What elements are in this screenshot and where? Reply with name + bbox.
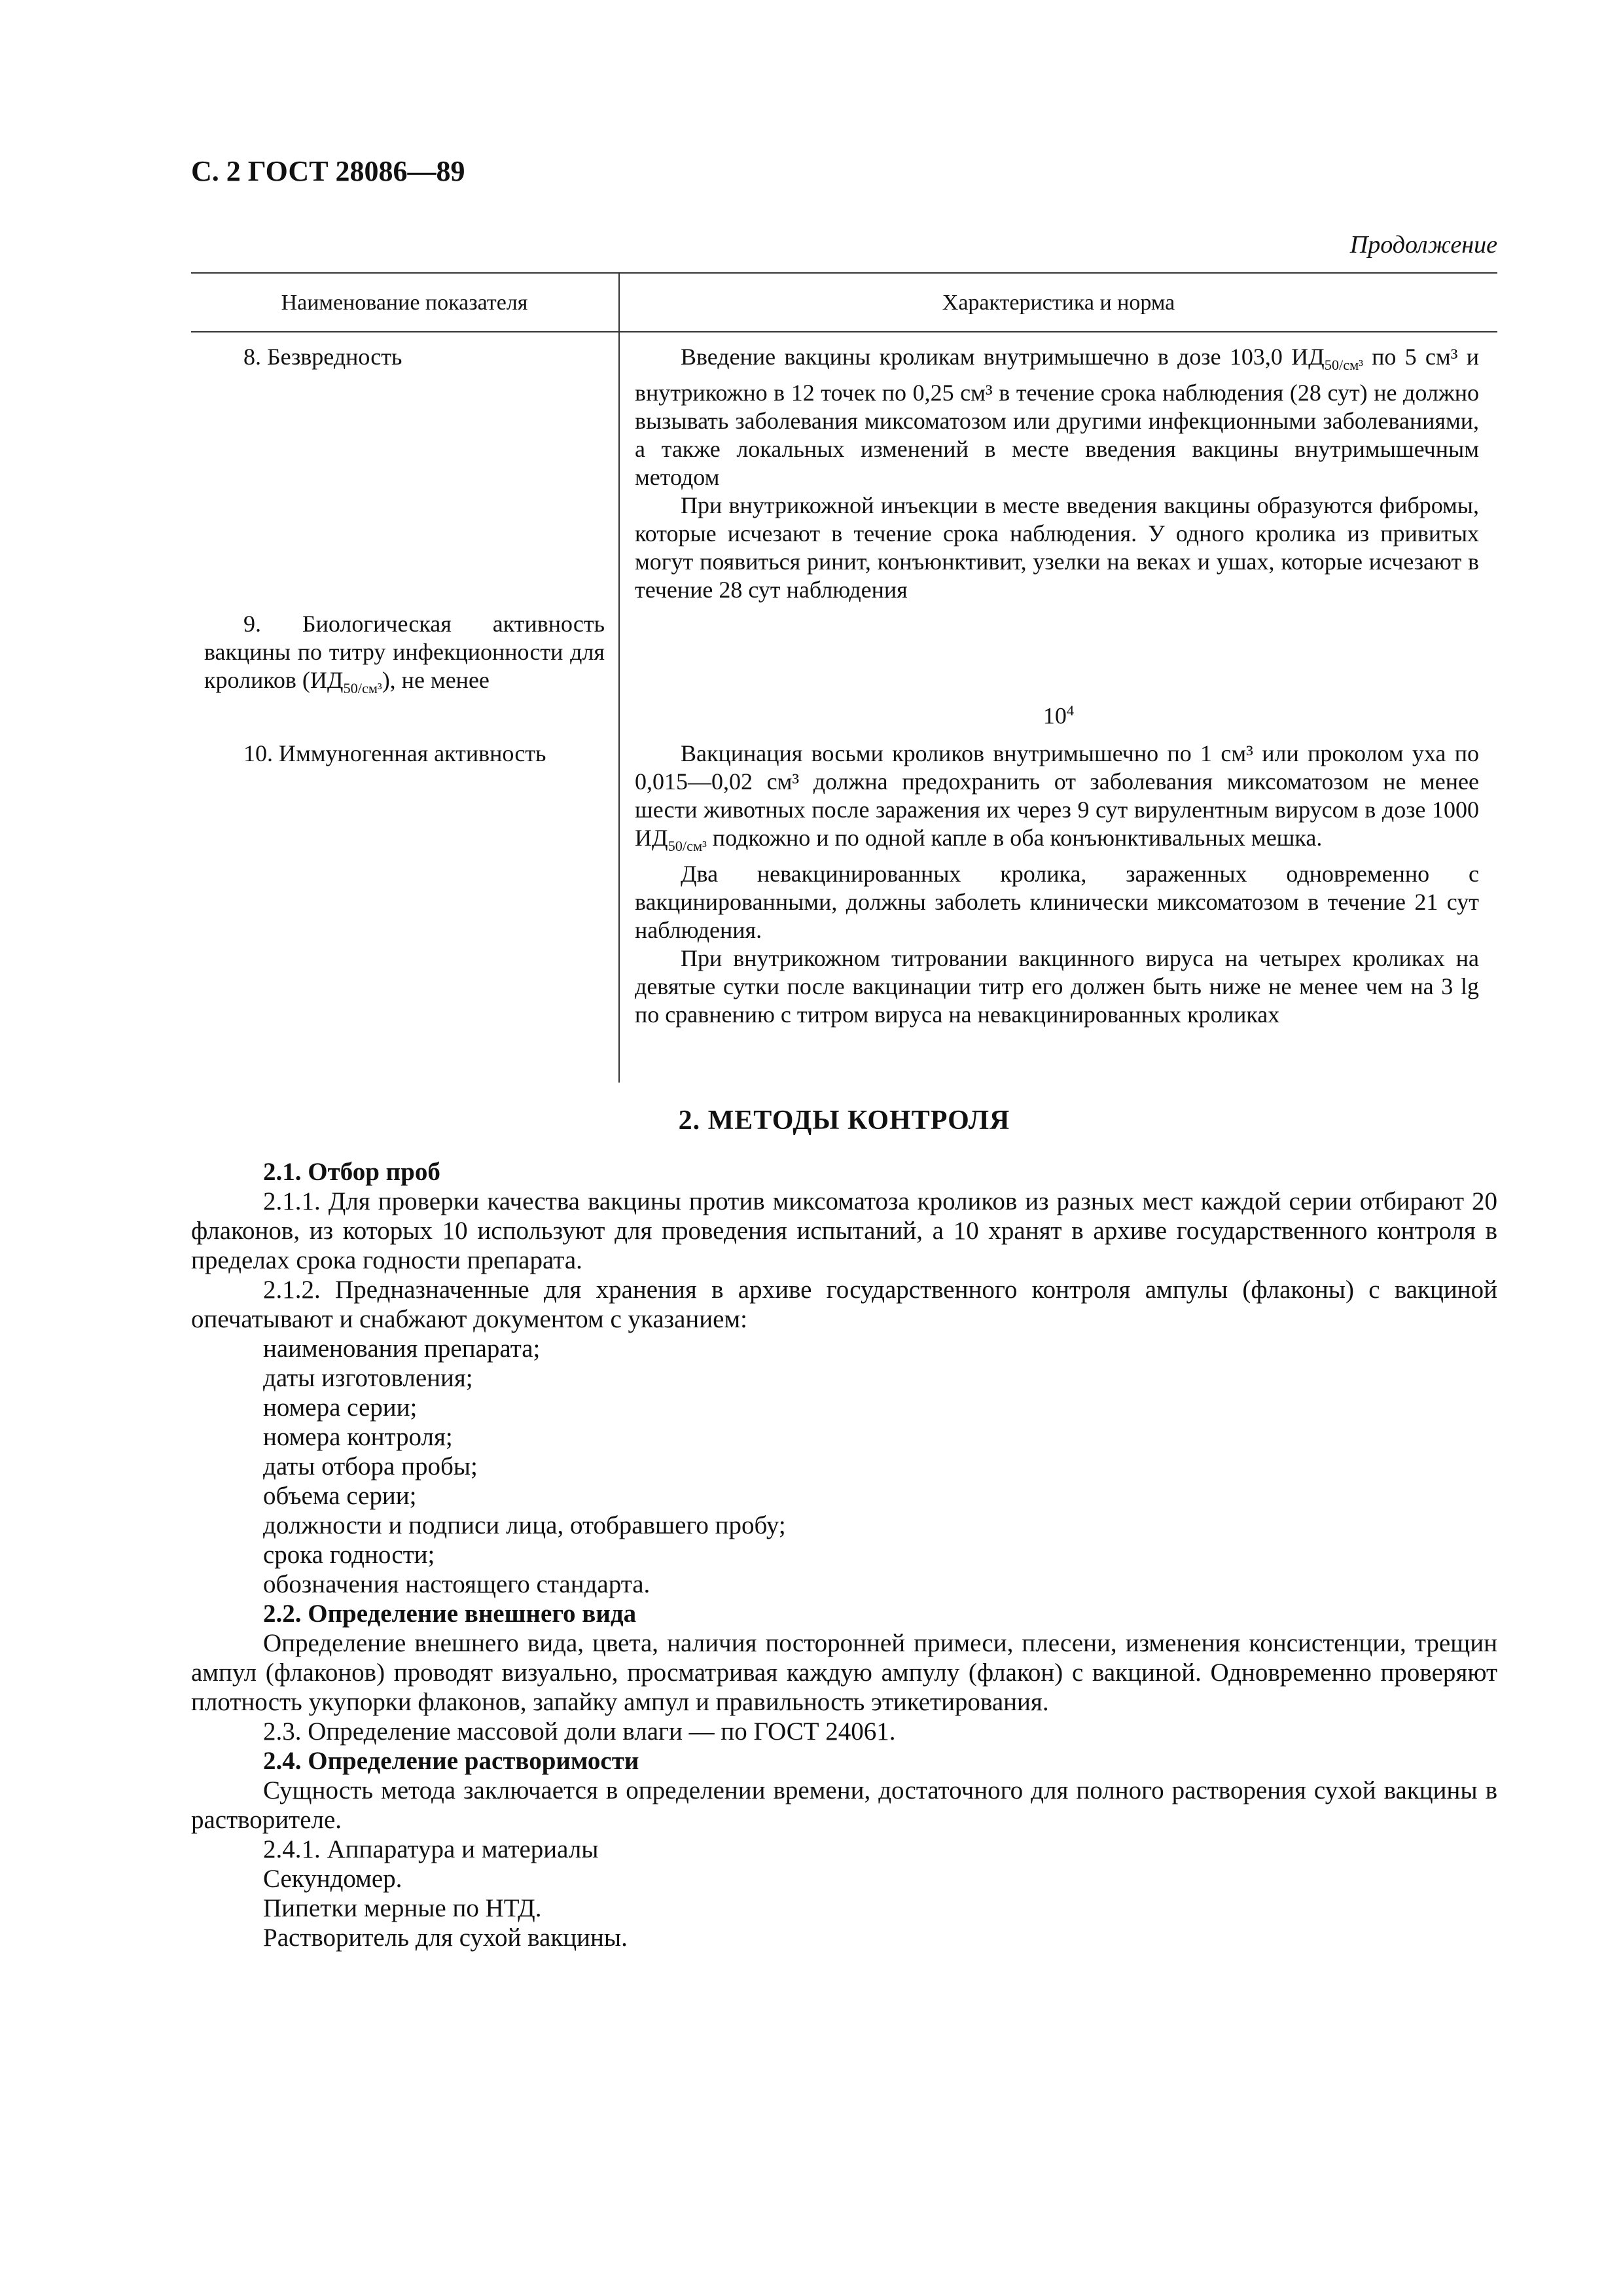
page-header: С. 2 ГОСТ 28086—89: [191, 155, 465, 187]
list-item: даты изготовления;: [263, 1364, 473, 1392]
table-row-10-norm: [635, 740, 1479, 1029]
section-body: [191, 1157, 1497, 1952]
table-row-8-norm: [635, 343, 1479, 604]
list-item: Секундомер.: [263, 1865, 402, 1893]
list-item: объема серии;: [263, 1482, 417, 1510]
subsection-2-2-title: 2.2. Определение внешнего вида: [263, 1600, 637, 1628]
row-10-label: 10. Иммуногенная активность: [243, 740, 546, 766]
paragraph-2-3: 2.3. Определение массовой доли влаги — по ГОСТ 24061.: [263, 1717, 896, 1746]
row-10-paragraph-3: При внутрикожном титровании вакцинного вируса на четырех кроликах на девятые сутки после вакцинации титр его должен быть ниже не менее чем на 3 lg по сравнению с титром вируса на невакцинированных кроликах: [635, 944, 1479, 1028]
column-header-name: Наименование показателя: [281, 291, 528, 315]
column-header-norm: Характеристика и норма: [942, 291, 1175, 315]
list-item: Пипетки мерные по НТД.: [263, 1894, 542, 1922]
table-row-9-name: [204, 610, 605, 702]
table-row-8-name: [243, 343, 610, 371]
list-item: Растворитель для сухой вакцины.: [263, 1924, 628, 1952]
list-item: номера серии;: [263, 1393, 418, 1422]
table-row-10-name: [204, 740, 605, 768]
row-10-paragraph-2: Два невакцинированных кролика, зараженных одновременно с вакцинированными, должны заболеть клинически миксоматозом в течение 21 сут наблюдения.: [635, 860, 1479, 943]
list-item: даты отбора пробы;: [263, 1452, 478, 1480]
row-8-paragraph-1: Введение вакцины кроликам внутримышечно в дозе 103,0 $ИД_{50/см^3}$ по 5 см³ и внутрикожно в 12 точек по 0,25 см³ в течение срока наблюдения (28 сут) не должно вызывать заболевания миксоматозом или другими инфекционными заболеваниями, а также локальных изменений в месте введения вакцины внутримышечным методом: [635, 344, 1479, 490]
table-header-rule: [191, 331, 1497, 332]
paragraph-2-4: Сущность метода заключается в определении времени, достаточного для полного растворения сухой вакцины в растворителе.: [191, 1776, 1497, 1834]
paragraph-2-1-2: 2.1.2. Предназначенные для хранения в архиве государственного контроля ампулы (флаконы) с вакциной опечатывают и снабжают документом с указанием:: [191, 1276, 1497, 1333]
paragraph-2-1-1: 2.1.1. Для проверки качества вакцины против миксоматоза кроликов из разных мест каждой серии отбирают 20 флаконов, из которых 10 используют для проведения испытаний, а 10 хранят в архиве государственного контроля в пределах срока годности препарата.: [191, 1187, 1497, 1274]
subsection-2-1-title: 2.1. Отбор проб: [263, 1158, 440, 1186]
list-item: наименования препарата;: [263, 1335, 541, 1363]
row-10-paragraph-1: Вакцинация восьми кроликов внутримышечно по 1 см³ или проколом уха по 0,015—0,02 см³ должна предохранить от заболевания миксоматозом не менее шести животных после заражения их через 9 сут вирулентным вирусом в дозе 1000 $ИД_{50/см^3}$ подкожно и по одной капле в оба конъюнктивальных мешка.: [635, 740, 1479, 854]
row-8-paragraph-2: При внутрикожной инъекции в месте введения вакцины образуются фибромы, которые исчезают в течение срока наблюдения. У одного кролика из привитых могут появиться ринит, конъюнктивит, узелки на веках и ушах, которые исчезают в течение 28 сут наблюдения: [635, 492, 1479, 603]
section-title: 2. МЕТОДЫ КОНТРОЛЯ: [678, 1105, 1010, 1136]
table-column-divider: [618, 272, 620, 1083]
list-item: обозначения настоящего стандарта.: [263, 1570, 651, 1598]
equipment-list: [191, 1864, 1497, 1952]
table-row-9-value: [620, 696, 1497, 730]
list-item: номера контроля;: [263, 1423, 453, 1451]
row-9-label: 9. Биологическая активность вакцины по титру инфекционности для кроликов $(ИД_{50/см^3})$, не менее: [204, 611, 605, 696]
list-item: срока годности;: [263, 1541, 435, 1569]
paragraph-2-4-1: 2.4.1. Аппаратура и материалы: [263, 1835, 599, 1863]
paragraph-2-2: Определение внешнего вида, цвета, наличия посторонней примеси, плесени, изменения консистенции, трещин ампул (флаконов) проводят визуально, просматривая каждую ампулу (флакон) с вакциной. Одновременно проверяют плотность укупорки флаконов, запайку ампул и правильность этикетирования.: [191, 1629, 1497, 1716]
continuation-label: Продолжение: [1349, 231, 1497, 259]
row-9-value-base: 10: [1043, 702, 1067, 729]
list-item: должности и подписи лица, отобравшего пробу;: [263, 1511, 786, 1539]
row-8-label: 8. Безвредность: [243, 344, 402, 370]
row-9-value-exponent: 4: [1066, 702, 1075, 719]
subsection-2-4-title: 2.4. Определение растворимости: [263, 1747, 639, 1775]
table-top-rule: [191, 272, 1497, 274]
document-fields-list: [191, 1334, 1497, 1599]
